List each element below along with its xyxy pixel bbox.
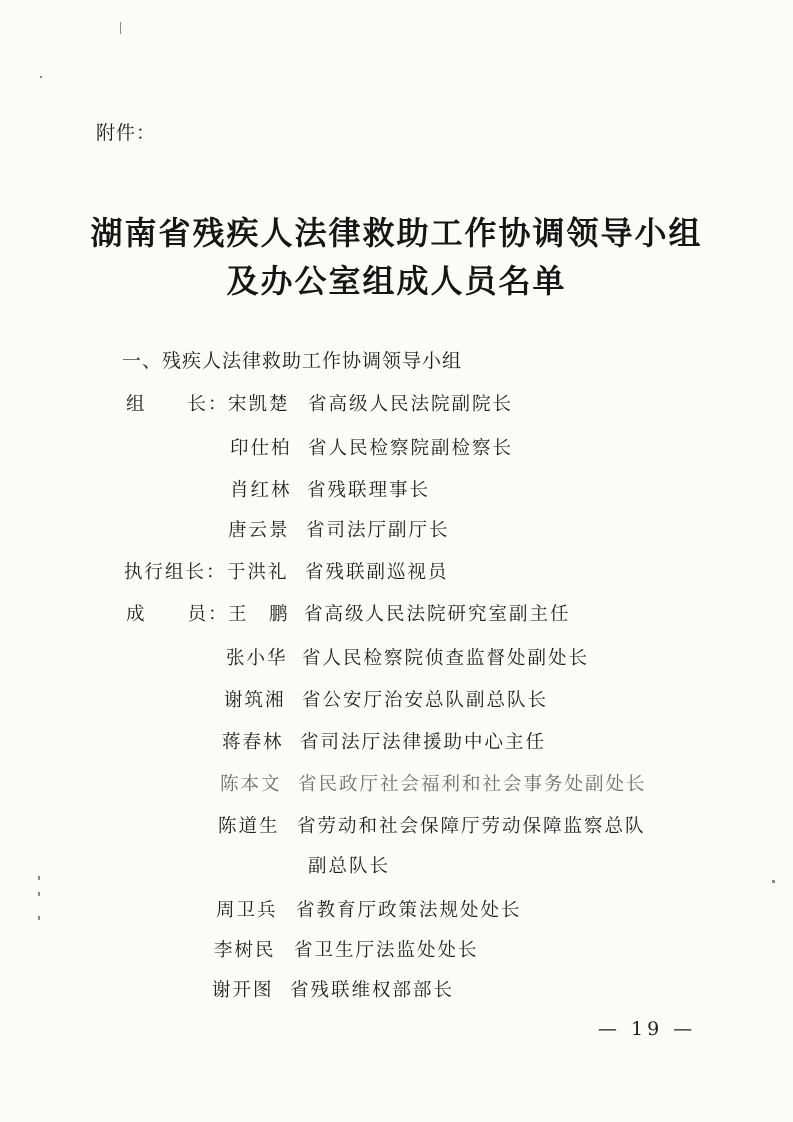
person-post: 省司法厅副厅长	[306, 520, 450, 541]
page-number: — 19 —	[598, 1018, 697, 1040]
person-name: 张小华	[226, 648, 288, 669]
scan-speck	[120, 22, 121, 34]
scan-speck	[38, 892, 40, 896]
person-post-continuation: 副总队长	[308, 856, 391, 877]
person-name: 宋凯楚	[228, 394, 290, 415]
person-post: 省残联维权部部长	[290, 980, 455, 1001]
person-post: 省卫生厅法监处处长	[294, 940, 479, 961]
person-name: 陈本文	[220, 774, 282, 795]
person-name: 于洪礼	[227, 562, 289, 583]
scan-speck	[38, 876, 40, 880]
person-post: 省司法厅法律援助中心主任	[300, 732, 547, 753]
document-title-line-1: 湖南省残疾人法律救助工作协调领导小组	[90, 214, 703, 252]
person-name: 李树民	[214, 940, 276, 961]
person-post: 省人民检察院副检察长	[308, 438, 514, 459]
role-label-executive-leader: 执行组长：	[124, 562, 227, 583]
person-post: 省民政厅社会福利和社会事务处副处长	[298, 774, 647, 795]
person-post: 省人民检察院侦查监督处副处长	[302, 648, 590, 669]
section-heading: 一、残疾人法律救助工作协调领导小组	[122, 350, 463, 372]
person-name: 谢筑湘	[224, 690, 286, 711]
person-post: 省公安厅治安总队副总队长	[302, 690, 549, 711]
scan-speck	[40, 76, 42, 78]
role-label-leader: 组 长：	[126, 394, 229, 415]
person-name: 陈道生	[218, 816, 280, 837]
person-name: 肖红林	[230, 480, 292, 501]
scan-speck	[38, 916, 40, 920]
role-label-members: 成 员：	[126, 604, 229, 625]
person-name: 周卫兵	[216, 900, 278, 921]
person-name: 印仕柏	[230, 438, 292, 459]
person-post: 省高级人民法院研究室副主任	[304, 604, 571, 625]
person-name: 唐云景	[228, 520, 290, 541]
person-post: 省残联理事长	[307, 480, 431, 501]
attachment-label: 附件：	[96, 122, 157, 144]
person-post: 省教育厅政策法规处处长	[296, 900, 522, 921]
person-name: 谢开图	[212, 980, 274, 1001]
scan-speck	[772, 880, 775, 883]
person-post: 省高级人民法院副院长	[308, 394, 514, 415]
person-post: 省残联副巡视员	[305, 562, 449, 583]
person-name: 蒋春林	[222, 732, 284, 753]
document-title-line-2: 及办公室组成人员名单	[226, 262, 567, 300]
person-name: 王 鹏	[228, 604, 290, 625]
person-post: 省劳动和社会保障厅劳动保障监察总队	[297, 816, 646, 837]
